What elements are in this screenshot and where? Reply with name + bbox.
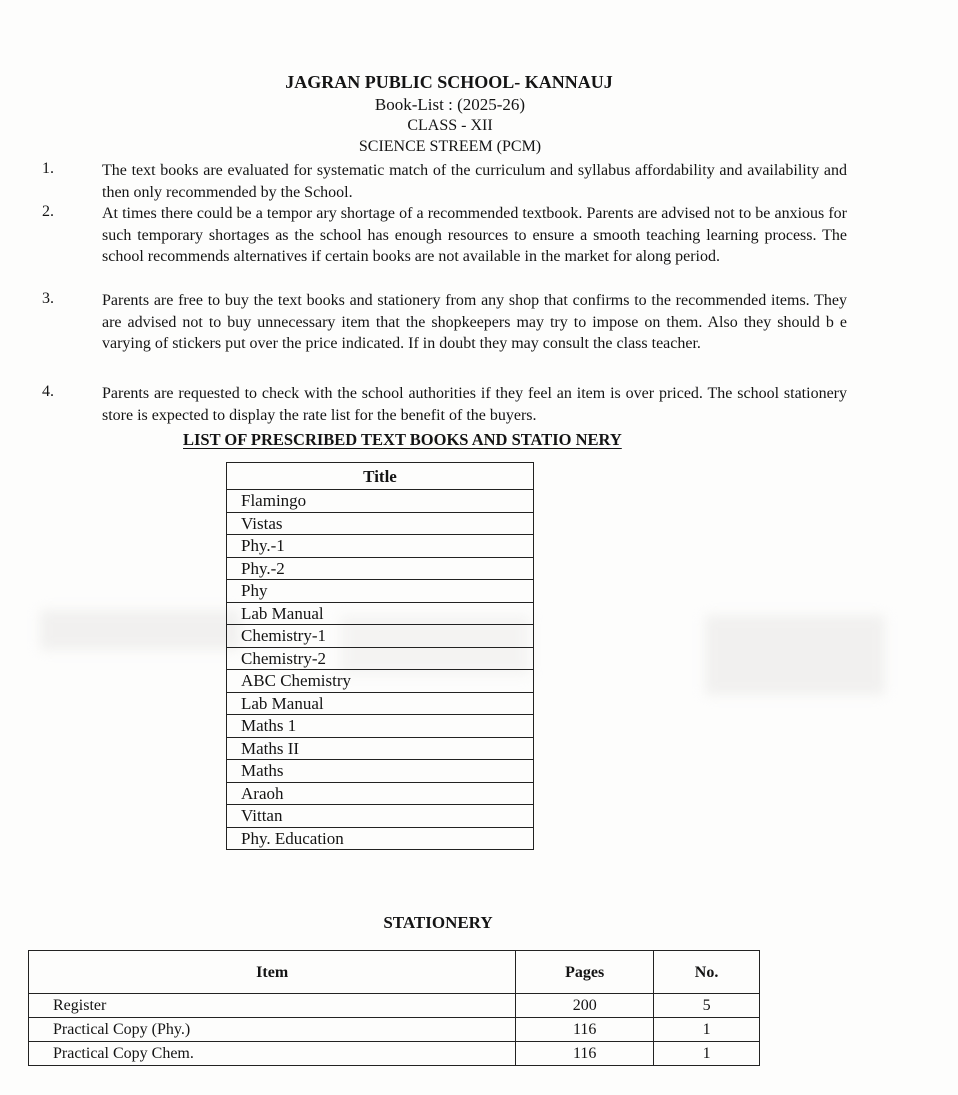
- book-title-cell: Chemistry-1: [227, 625, 534, 648]
- book-title-cell: Flamingo: [227, 490, 534, 513]
- table-row: [227, 580, 534, 603]
- table-row: [29, 1018, 760, 1042]
- book-title-cell: Phy: [227, 580, 534, 603]
- book-title-cell: Lab Manual: [227, 692, 534, 715]
- note-number: 1.: [42, 160, 54, 177]
- table-row: [227, 557, 534, 580]
- table-row: [227, 535, 534, 558]
- table-row: [227, 512, 534, 535]
- book-title-cell: Phy.-2: [227, 557, 534, 580]
- scan-smudge: [40, 610, 240, 650]
- quantity-cell: 1: [654, 1042, 760, 1066]
- book-title-cell: Maths 1: [227, 715, 534, 738]
- table-row: [227, 602, 534, 625]
- note-text: The text books are evaluated for systematic match of the curriculum and syllabus affordability and availability and then only recommended by the School.: [102, 162, 847, 201]
- item-cell: Practical Copy (Phy.): [29, 1018, 516, 1042]
- book-title-cell: Phy.-1: [227, 535, 534, 558]
- book-title-cell: Maths II: [227, 737, 534, 760]
- stationery-table: [28, 950, 760, 1066]
- note-text: At times there could be a tempor ary shortage of a recommended textbook. Parents are advised not to be anxious for such temporary shortages as the school has enough resources to ensure a smooth teaching learning process. The school recommends alternatives if certain books are not available in the market for along period.: [102, 205, 847, 265]
- book-list-year: Book-List : (2025-26): [374, 95, 526, 114]
- column-header-pages: Pages: [516, 951, 654, 994]
- column-header-item: Item: [29, 951, 516, 994]
- table-row: [227, 670, 534, 693]
- book-title-cell: Phy. Education: [227, 827, 534, 850]
- table-row: [227, 805, 534, 828]
- item-cell: Practical Copy Chem.: [29, 1042, 516, 1066]
- note-number: 2.: [42, 203, 54, 220]
- note-text: Parents are free to buy the text books and stationery from any shop that confirms to the recommended items. They are advised not to buy unnecessary item that the shopkeepers may try to impose on them. Also they should b e varying of stickers put over the price indicated. If in doubt they may consult the class teacher.: [102, 292, 847, 352]
- column-header-no: No.: [654, 951, 760, 994]
- stationery-section-title: STATIONERY: [383, 913, 493, 932]
- table-header-row: [29, 951, 760, 994]
- class-label: CLASS - XII: [407, 117, 493, 134]
- table-row: [227, 737, 534, 760]
- table-header-row: [227, 463, 534, 490]
- table-row: [227, 490, 534, 513]
- table-row: [29, 994, 760, 1018]
- quantity-cell: 1: [654, 1018, 760, 1042]
- book-title-cell: Vistas: [227, 512, 534, 535]
- table-row: [227, 827, 534, 850]
- table-row: [227, 692, 534, 715]
- table-row: [227, 715, 534, 738]
- book-title-cell: Araoh: [227, 782, 534, 805]
- books-section-title: LIST OF PRESCRIBED TEXT BOOKS AND STATIO NERY: [183, 430, 622, 449]
- books-table: [226, 462, 534, 850]
- stream-label: SCIENCE STREEM (PCM): [358, 138, 542, 155]
- quantity-cell: 5: [654, 994, 760, 1018]
- book-title-cell: Chemistry-2: [227, 647, 534, 670]
- note-number: 3.: [42, 290, 54, 307]
- pages-cell: 116: [516, 1042, 654, 1066]
- table-row: [29, 1042, 760, 1066]
- table-row: [227, 782, 534, 805]
- table-row: [227, 647, 534, 670]
- book-title-cell: Maths: [227, 760, 534, 783]
- pages-cell: 116: [516, 1018, 654, 1042]
- scan-smudge: [705, 615, 885, 695]
- book-title-cell: Lab Manual: [227, 602, 534, 625]
- school-name: JAGRAN PUBLIC SCHOOL- KANNAUJ: [285, 72, 613, 92]
- table-row: [227, 760, 534, 783]
- note-text: Parents are requested to check with the school authorities if they feel an item is over priced. The school stationery store is expected to display the rate list for the benefit of the buyers.: [102, 385, 847, 424]
- pages-cell: 200: [516, 994, 654, 1018]
- table-row: [227, 625, 534, 648]
- note-number: 4.: [42, 383, 54, 400]
- book-title-cell: ABC Chemistry: [227, 670, 534, 693]
- item-cell: Register: [29, 994, 516, 1018]
- book-title-cell: Vittan: [227, 805, 534, 828]
- column-header-title: Title: [227, 463, 534, 490]
